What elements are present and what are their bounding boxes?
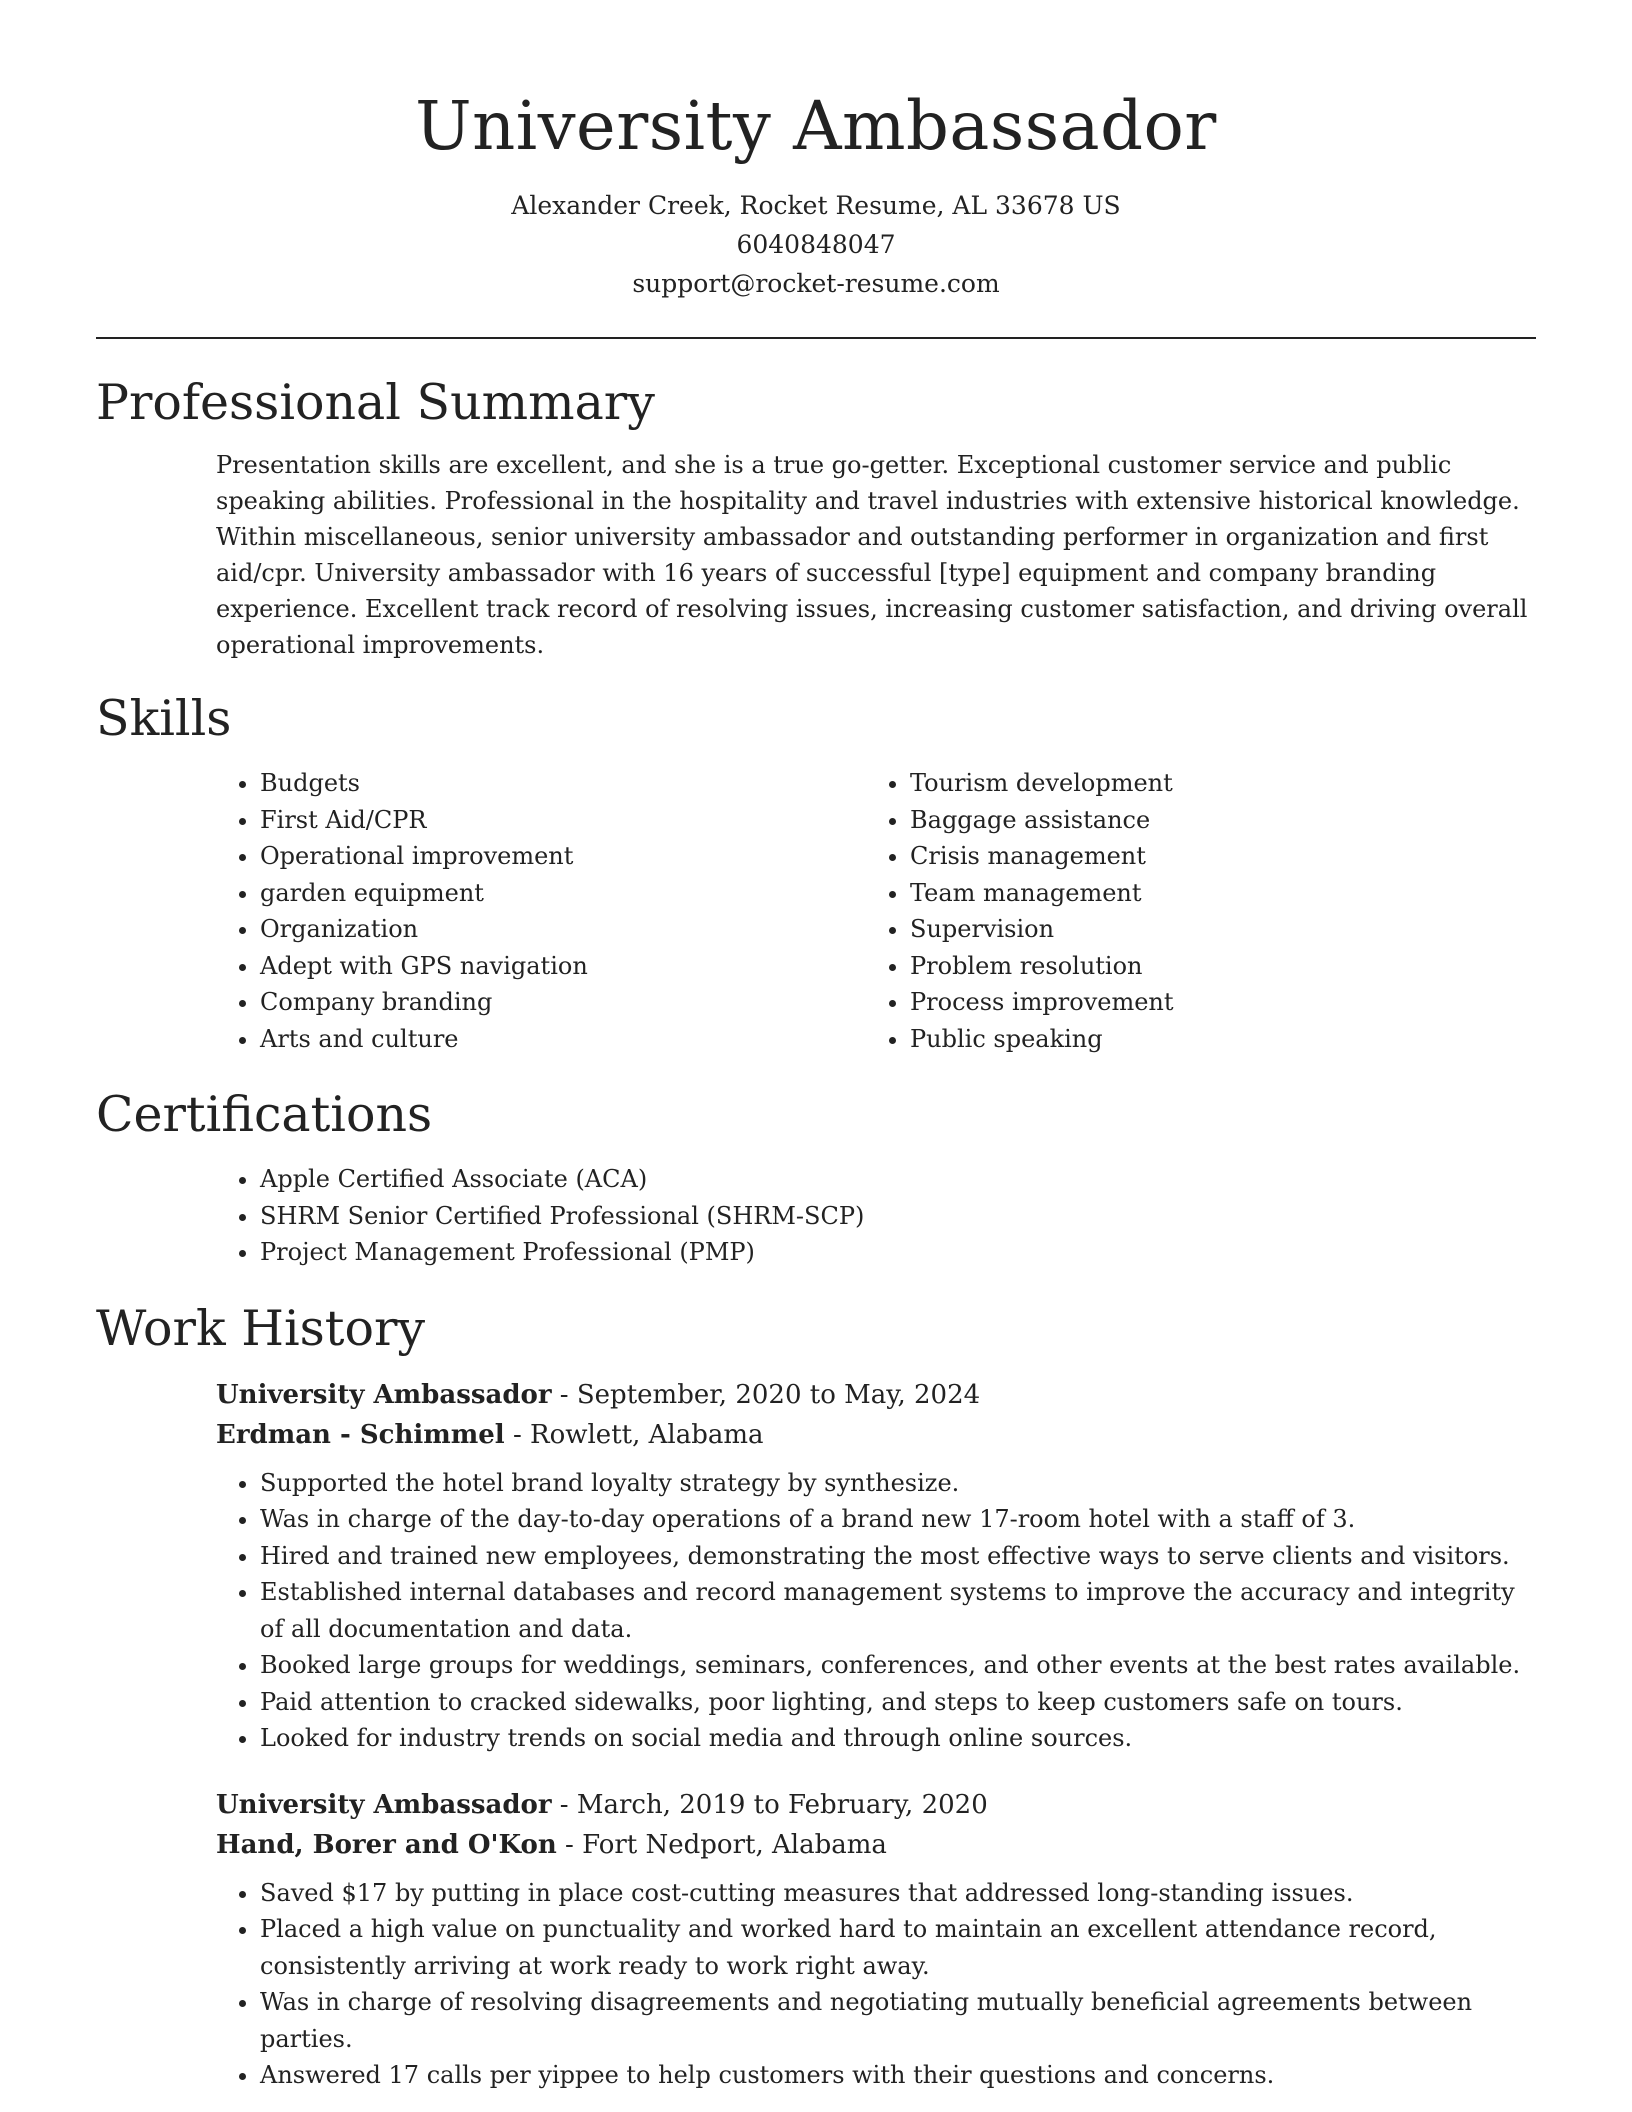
job-duty: • Established internal databases and record management systems to improve the accuracy and integrity of all documentation and data. [260,1574,1536,1647]
certifications-ul [216,1161,1536,1271]
job-duty: • Hired and trained new employees, demonstrating the most effective ways to serve clients and visitors. [260,1538,1536,1575]
job-duties [216,1875,1536,2094]
job-duty: • Placed a high value on punctuality and worked hard to maintain an excellent attendance record, consistently arriving at work ready to work right away. [260,1911,1536,1984]
skill-item: • First Aid/CPR [260,802,866,839]
skills-column-right [866,765,1516,1057]
skills-list-left [216,765,866,1057]
job-duties [216,1465,1536,1757]
skill-item: • Operational improvement [260,838,866,875]
skill-item: • Baggage assistance [910,802,1516,839]
job-company: Erdman - Schimmel [216,1419,505,1450]
skill-item: • Arts and culture [260,1021,866,1058]
skill-item: • Tourism development [910,765,1516,802]
job-entry [216,1375,1536,1757]
certification-item: • Apple Certified Associate (ACA) [260,1161,1536,1198]
phone: 6040848047 [736,230,896,259]
email: support@rocket-resume.com [632,269,1000,298]
certification-item: • SHRM Senior Certified Professional (SHRM-SCP) [260,1198,1536,1235]
skills-heading: Skills [96,690,232,747]
skill-item: • Public speaking [910,1021,1516,1058]
skills-grid [216,765,1536,1057]
job-duty: • Paid attention to cracked sidewalks, poor lighting, and steps to keep customers safe on tours. [260,1684,1536,1721]
contact-info [96,186,1536,303]
job-dates: - March, 2019 to February, 2020 [551,1789,988,1820]
resume-header [96,0,1536,303]
skill-item: • Organization [260,911,866,948]
certifications-heading: Certifications [96,1086,433,1143]
certification-item: • Project Management Professional (PMP) [260,1234,1536,1271]
job-duty: • Was in charge of resolving disagreements and negotiating mutually beneficial agreements between parties. [260,1984,1536,2057]
skills-column-left [216,765,866,1057]
job-duty: • Was in charge of the day-to-day operations of a brand new 17-room hotel with a staff of 3. [260,1501,1536,1538]
candidate-name: University Ambassador [415,87,1217,165]
summary-text: Presentation skills are excellent, and she is a true go-getter. Exceptional customer service and public speaking abilities. Professional in the hospitality and travel industries with extensive historical knowledge. Within miscellaneous, senior university ambassador and outstanding performer in organization and first aid/cpr. University ambassador with 16 years of successful [type] equipment and company branding experience. Excellent track record of resolving issues, increasing customer satisfaction, and driving overall operational improvements. [216,451,1528,659]
job-title-line [216,1785,1536,1825]
job-duty: • Saved $17 by putting in place cost-cutting measures that addressed long-standing issues. [260,1875,1536,1912]
job-entry [216,1785,1536,2094]
job-company-line [216,1825,1536,1865]
summary-heading: Professional Summary [96,374,655,431]
job-company: Hand, Borer and O'Kon [216,1829,557,1860]
skill-item: • Team management [910,875,1516,912]
job-role: University Ambassador [216,1379,552,1410]
skill-item: • Crisis management [910,838,1516,875]
skill-item: • Supervision [910,911,1516,948]
skills-list-right [866,765,1516,1057]
job-dates: - September, 2020 to May, 2024 [551,1379,981,1410]
skill-item: • Process improvement [910,984,1516,1021]
address: Alexander Creek, Rocket Resume, AL 33678 US [511,191,1121,220]
job-duty: • Looked for industry trends on social media and through online sources. [260,1720,1536,1757]
job-location: - Rowlett, Alabama [504,1419,764,1450]
job-location: - Fort Nedport, Alabama [556,1829,887,1860]
job-duty: • Booked large groups for weddings, seminars, conferences, and other events at the best rates available. [260,1647,1536,1684]
job-duty: • Answered 17 calls per yippee to help customers with their questions and concerns. [260,2057,1536,2094]
job-company-line [216,1415,1536,1455]
job-duty: • Supported the hotel brand loyalty strategy by synthesize. [260,1465,1536,1502]
skill-item: • Budgets [260,765,866,802]
job-role: University Ambassador [216,1789,552,1820]
skill-item: • garden equipment [260,875,866,912]
skill-item: • Adept with GPS navigation [260,948,866,985]
skill-item: • Problem resolution [910,948,1516,985]
work-history-heading: Work History [96,1299,426,1357]
skill-item: • Company branding [260,984,866,1021]
certifications-list [216,1161,1536,1271]
job-title-line [216,1375,1536,1415]
header-divider [96,337,1536,339]
